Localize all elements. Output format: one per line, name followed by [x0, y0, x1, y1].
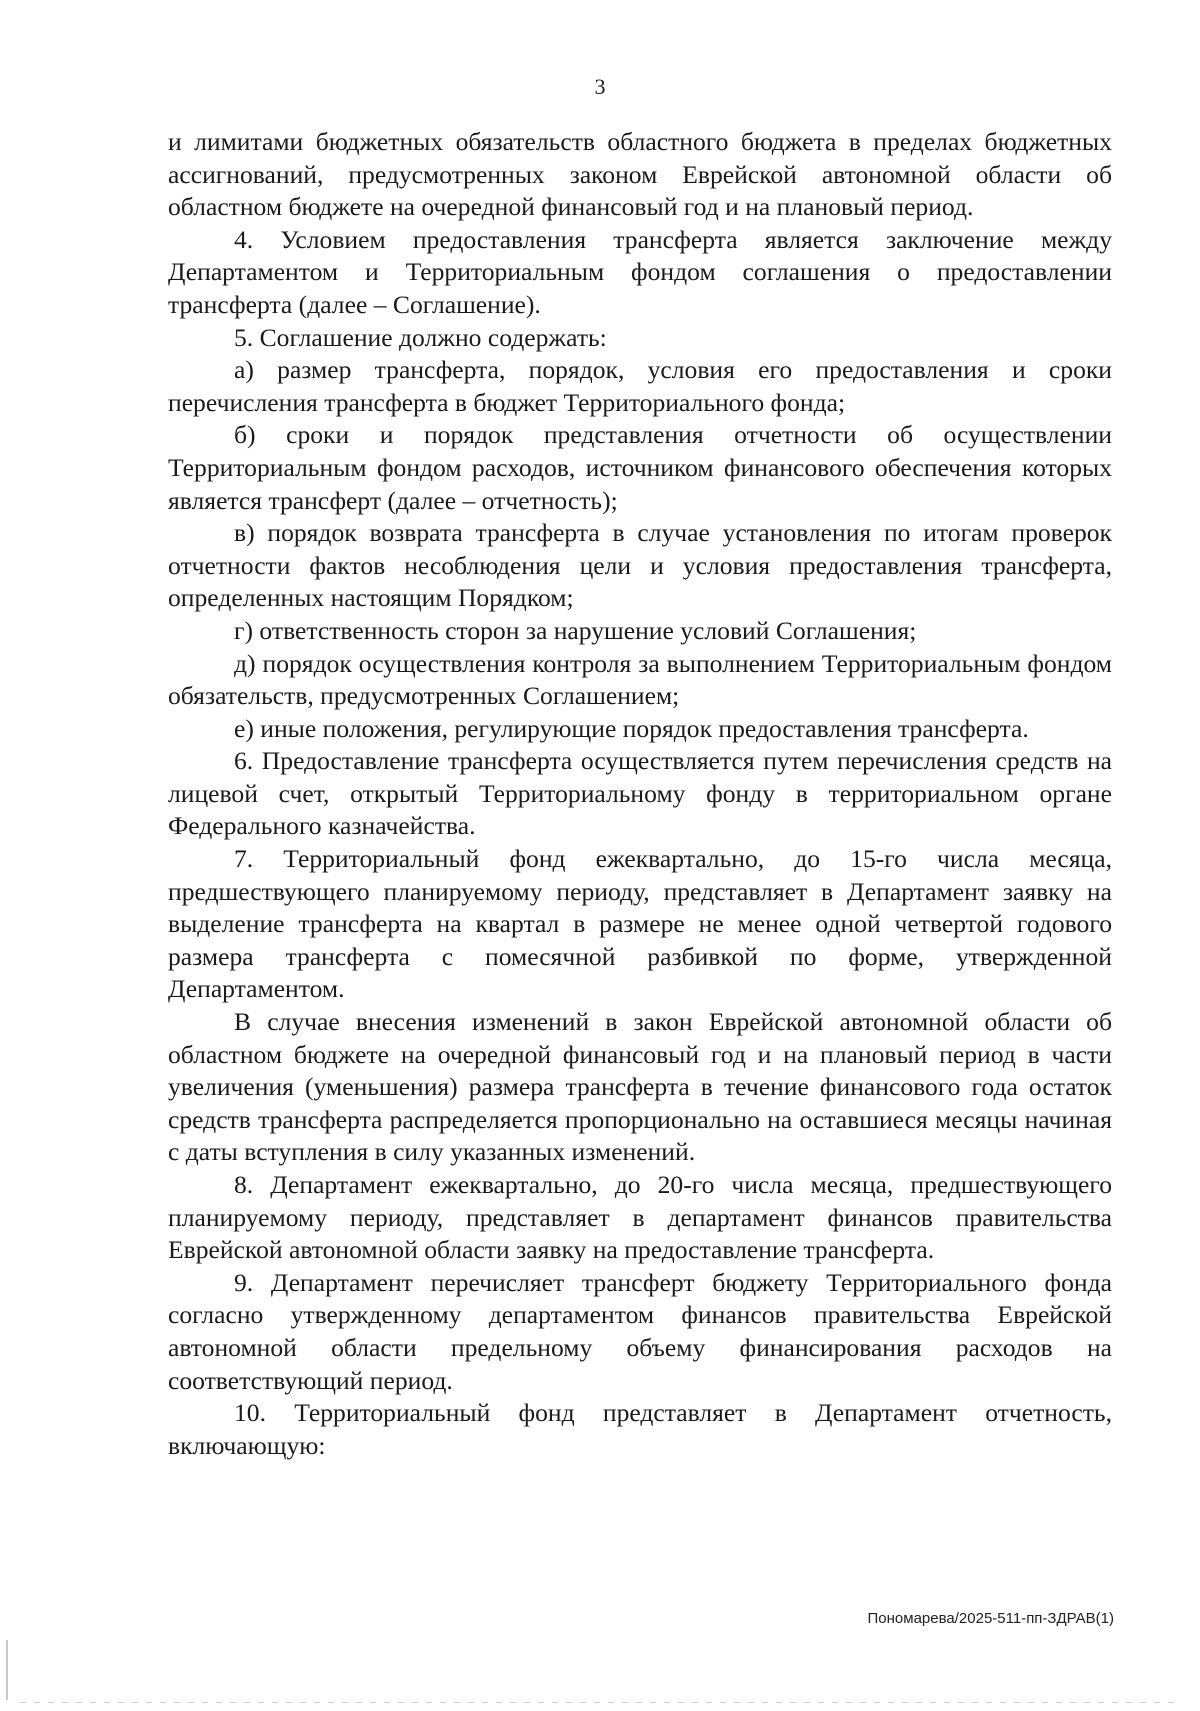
paragraph-6: 6. Предоставление трансферта осуществляется путем перечисления средств на лицевой счет, открытый Территориальному фонду в территориальном органе Федерального казначейства.: [168, 746, 1112, 841]
paragraph-5e: е) иные положения, регулирующие порядок предоставления трансферта.: [234, 713, 1029, 743]
scan-edge-bottom: [20, 1702, 1180, 1703]
paragraph-5d: д) порядок осуществления контроля за выполнением Территориальным фондом обязательств, предусмотренных Соглашением;: [168, 648, 1112, 711]
paragraph-10: 10. Территориальный фонд представляет в Департамент отчетность, включающую:: [168, 1398, 1112, 1460]
page-number: 3: [594, 74, 606, 99]
paragraph-5v: в) порядок возврата трансферта в случае установления по итогам проверок отчетности фактов несоблюдения цели и условия предоставления трансферта, определенных настоящим Порядком;: [168, 518, 1112, 613]
document-code: Пономарева/2025-511-пп-ЗДРАВ(1): [867, 1610, 1114, 1627]
paragraph-9: 9. Департамент перечисляет трансферт бюджету Территориального фонда согласно утвержденному департаментом финансов правительства Еврейской автономной области предельному объему финансирования расходов на соответствующий период.: [168, 1267, 1112, 1395]
scan-edge-left: [6, 1640, 8, 1700]
paragraph-5g: г) ответственность сторон за нарушение условий Соглашения;: [234, 615, 917, 645]
paragraph-8: 8. Департамент ежеквартально, до 20-го числа месяца, предшествующего планируемому периоду, представляет в департамент финансов правительства Еврейской автономной области заявку на предоставление трансферта.: [168, 1170, 1112, 1265]
paragraph-4: 4. Условием предоставления трансферта является заключение между Департаментом и Территориальным фондом соглашения о предоставлении трансферта (далее – Соглашение).: [168, 224, 1112, 319]
paragraph-5: 5. Соглашение должно содержать:: [234, 322, 607, 352]
paragraph-intro: и лимитами бюджетных обязательств областного бюджета в пределах бюджетных ассигнований, предусмотренных законом Еврейской автономной области об областном бюджете на очередной финансовый год и на плановый период.: [168, 127, 1112, 222]
document-body: [168, 126, 1112, 1462]
paragraph-7: 7. Территориальный фонд ежеквартально, до 15-го числа месяца, предшествующего планируемому периоду, представляет в Департамент заявку на выделение трансферта на квартал в размере не менее одной четвертой годового размера трансферта с помесячной разбивкой по форме, утвержденной Департаментом.: [168, 844, 1112, 1004]
paragraph-7-continued: В случае внесения изменений в закон Еврейской автономной области об областном бюджете на очередной финансовый год и на плановый период в части увеличения (уменьшения) размера трансферта в течение финансового года остаток средств трансферта распределяется пропорционально на оставшиеся месяцы начиная с даты вступления в силу указанных изменений.: [168, 1007, 1112, 1167]
paragraph-5a: а) размер трансферта, порядок, условия его предоставления и сроки перечисления трансферта в бюджет Территориального фонда;: [168, 355, 1112, 417]
paragraph-5b: б) сроки и порядок представления отчетности об осуществлении Территориальным фондом расходов, источником финансового обеспечения которых является трансферт (далее – отчетность);: [168, 420, 1112, 515]
